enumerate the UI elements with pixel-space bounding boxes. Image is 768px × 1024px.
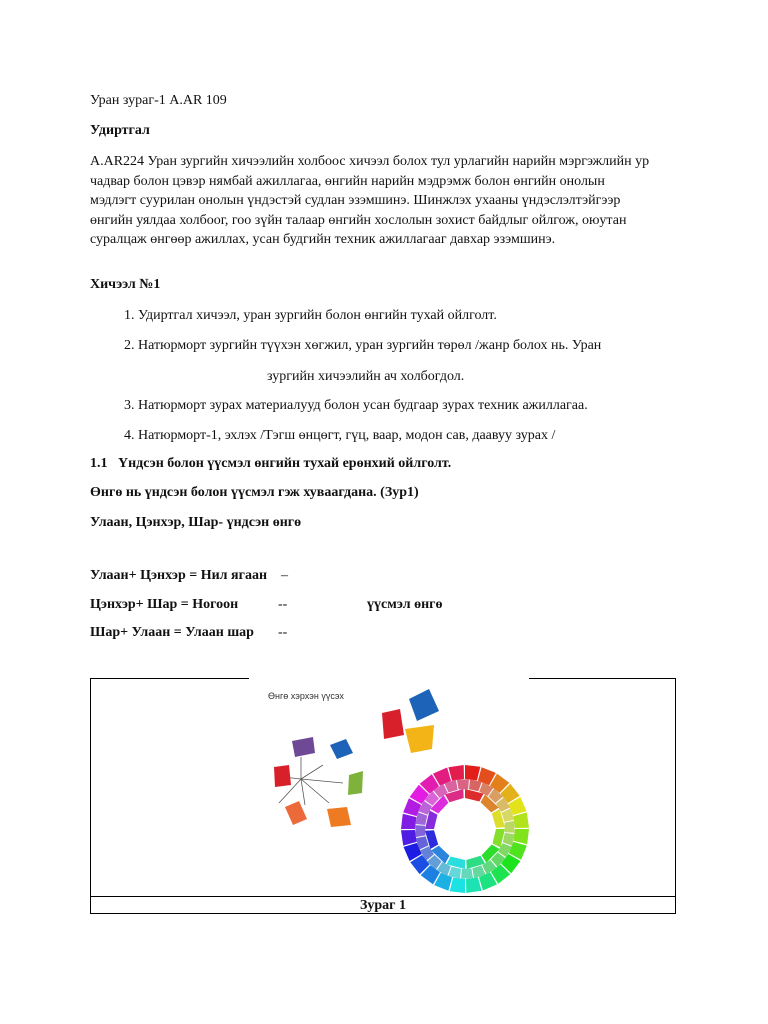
color-wheel-segment xyxy=(450,878,465,893)
star-swatch-purple xyxy=(292,737,315,757)
figure-image-title: Өнгө хэрхэн үүсэх xyxy=(268,691,344,701)
color-wheel-segment xyxy=(401,814,416,829)
primary-swatches xyxy=(382,689,439,753)
color-wheel-segment xyxy=(461,869,473,879)
secondary-color-label: үүсмэл өнгө xyxy=(367,597,443,612)
mix-dash-3: -- xyxy=(278,625,288,640)
intro-paragraph: A.AR224 Уран зургийн хичээлийн холбоос хичээл болох тул урлагийн нарийн мэргэжлийн ур чадвар болон цэвэр нямбай ажиллагаа, өнгийн нарийн мэдрэмж болон өнгийн онолын мэдлэгт суурилан онолын үндэстэй судлан эзэмшинэ. Шинжлэх ухааны үндэслэлтэйгээр өнгийн уялдаа холбоог, гоо зүйн талаар өнгийн хослолын зохист байдлыг ойлгож, оюутан суралцаж өнгөөр ажиллах, усан будгийн техник ажиллагааг давхар эзэмшинэ. xyxy=(90,154,650,247)
lesson-item-3: 3. Натюрморт зурах материалууд болон усан будгаар зурах техник ажиллагаа. xyxy=(124,398,588,413)
star-swatch-green xyxy=(348,771,363,795)
lesson-item-1: 1. Удиртгал хичээл, уран зургийн болон өнгийн тухай ойлголт. xyxy=(124,308,497,323)
mix-formula-1: Улаан+ Цэнхэр = Нил ягаан xyxy=(90,568,268,583)
color-mixing-illustration xyxy=(91,679,675,893)
color-wheel-segment xyxy=(425,830,438,849)
lesson-item-4: 4. Натюрморт-1, эхлэх /Тэгш өнцөгт, гүц, ваар, модон сав, даавуу зурах / xyxy=(124,428,556,443)
color-wheel xyxy=(401,765,529,893)
star-swatch-orange-red xyxy=(285,801,307,825)
lesson-item-2: 2. Натюрморт зургийн түүхэн хөгжил, уран зургийн төрөл /жанр болох нь. Уран xyxy=(124,338,602,353)
primary-colors-line: Улаан, Цэнхэр, Шар- үндсэн өнгө xyxy=(90,515,302,530)
intro-heading: Удиртгал xyxy=(90,123,150,138)
color-wheel-segment xyxy=(401,830,417,846)
primary-swatch-red xyxy=(382,709,404,739)
mix-dash-2: -- xyxy=(278,597,288,612)
color-wheel-segment xyxy=(415,825,425,837)
color-wheel-segment xyxy=(466,856,485,869)
mix-formula-3: Шар+ Улаан = Улаан шар xyxy=(90,625,254,640)
section-title: Үндсэн болон үүсмэл өнгийн тухай ерөнхий ойлголт. xyxy=(118,456,452,471)
six-color-star xyxy=(274,737,363,827)
color-wheel-segment xyxy=(513,812,529,828)
color-wheel-segment xyxy=(514,829,529,844)
mix-formula-2: Цэнхэр+ Шар = Ногоон xyxy=(90,597,239,612)
color-wheel-segment xyxy=(466,877,482,893)
star-swatch-orange xyxy=(327,807,351,827)
primary-swatch-yellow xyxy=(405,725,434,753)
color-wheel-segment xyxy=(505,821,515,833)
lesson-item-2-continued: зургийн хичээлийн ач холбогдол. xyxy=(267,369,465,384)
color-wheel-segment xyxy=(492,809,505,828)
color-wheel-center xyxy=(437,801,493,857)
color-wheel-segment xyxy=(465,765,480,780)
color-wheel-segment xyxy=(448,765,464,781)
document-header: Уран зураг-1 A.AR 109 xyxy=(90,93,227,108)
color-wheel-segment xyxy=(457,779,469,789)
star-swatch-blue xyxy=(330,739,353,759)
figure-caption: Зураг 1 xyxy=(91,896,675,915)
primary-swatch-blue xyxy=(409,689,439,721)
color-wheel-segment xyxy=(445,789,464,802)
section-line-1: Өнгө нь үндсэн болон үүсмэл гэж хуваагдана. (Зур1) xyxy=(90,485,419,500)
section-number: 1.1 xyxy=(90,456,108,471)
figure-frame xyxy=(90,678,676,914)
mix-dash-1: – xyxy=(281,568,288,583)
lesson-heading: Хичээл №1 xyxy=(90,277,161,292)
star-swatch-red xyxy=(274,765,291,787)
